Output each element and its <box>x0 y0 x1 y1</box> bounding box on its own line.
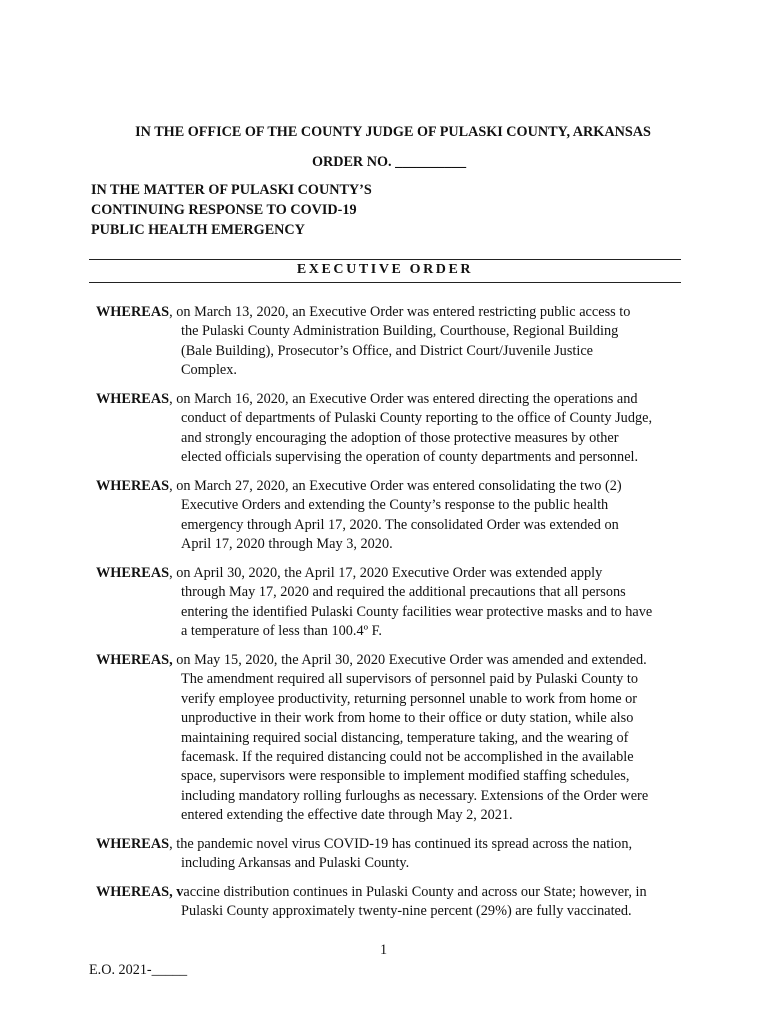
whereas-clause <box>96 883 686 922</box>
clause-line: (Bale Building), Prosecutor’s Office, and District Court/Juvenile Justice <box>181 342 594 359</box>
clause-line: The amendment required all supervisors of personnel paid by Pulaski County to <box>181 671 639 688</box>
clause-line: April 17, 2020 through May 3, 2020. <box>181 536 393 553</box>
clause-line: including Arkansas and Pulaski County. <box>181 855 410 872</box>
whereas-clause <box>96 835 686 874</box>
footer-order-ref: E.O. 2021-_____ <box>89 962 188 978</box>
whereas-clause <box>96 651 686 826</box>
clause-text: , on March 13, 2020, an Executive Order was entered restricting public access to <box>169 304 631 320</box>
whereas-label: WHEREAS, v <box>96 884 184 900</box>
matter-line: PUBLIC HEALTH EMERGENCY <box>91 222 305 238</box>
whereas-clause <box>96 564 686 642</box>
clause-line: verify employee productivity, returning personnel unable to work from home or <box>181 690 638 707</box>
whereas-clause <box>96 390 686 468</box>
clause-line: a temperature of less than 100.4º F. <box>181 623 383 640</box>
clause-text: , on March 16, 2020, an Executive Order was entered directing the operations and <box>169 391 638 407</box>
clause-line: unproductive in their work from home to their office or duty station, while also <box>181 710 634 727</box>
whereas-label: WHEREAS, <box>96 652 173 668</box>
matter-line: CONTINUING RESPONSE TO COVID-19 <box>91 202 357 218</box>
court-office-heading: IN THE OFFICE OF THE COUNTY JUDGE OF PULASKI COUNTY, ARKANSAS <box>135 124 651 140</box>
matter-caption <box>91 180 372 240</box>
title-rule-top <box>89 259 681 260</box>
clause-line: through May 17, 2020 and required the additional precautions that all persons <box>181 584 626 601</box>
clause-line: emergency through April 17, 2020. The consolidated Order was extended on <box>181 516 619 533</box>
clause-text: on May 15, 2020, the April 30, 2020 Executive Order was amended and extended. <box>172 652 647 668</box>
clause-text: , on April 30, 2020, the April 17, 2020 Executive Order was extended apply <box>169 565 603 581</box>
clause-text: , on March 27, 2020, an Executive Order was entered consolidating the two (2) <box>169 478 622 494</box>
clause-text: accine distribution continues in Pulaski County and across our State; however, in <box>183 884 647 900</box>
clause-line: conduct of departments of Pulaski County reporting to the office of County Judge, <box>181 410 653 427</box>
clause-line: and strongly encouraging the adoption of those protective measures by other <box>181 429 619 446</box>
document-title: EXECUTIVE ORDER <box>296 262 474 277</box>
order-number: ORDER NO. __________ <box>311 154 467 170</box>
whereas-clause <box>96 477 686 555</box>
clause-line: Executive Orders and extending the County’s response to the public health <box>181 497 609 514</box>
title-rule-bottom <box>89 282 681 283</box>
clause-line: entering the identified Pulaski County facilities wear protective masks and to have <box>181 603 653 620</box>
whereas-label: WHEREAS <box>96 565 170 581</box>
whereas-label: WHEREAS <box>96 836 170 852</box>
matter-line: IN THE MATTER OF PULASKI COUNTY’S <box>91 182 372 198</box>
clause-line: elected officials supervising the operation of county departments and personnel. <box>181 449 639 466</box>
clause-line: maintaining required social distancing, temperature taking, and the wearing of <box>181 729 629 746</box>
clause-line: space, supervisors were responsible to implement modified staffing schedules, <box>181 768 630 785</box>
clause-line: Complex. <box>181 362 237 379</box>
whereas-label: WHEREAS <box>96 478 170 494</box>
clause-line: Pulaski County approximately twenty-nine percent (29%) are fully vaccinated. <box>181 903 632 920</box>
page-number: 1 <box>380 942 388 958</box>
clause-line: facemask. If the required distancing could not be accomplished in the available <box>181 749 634 766</box>
clause-text: , the pandemic novel virus COVID-19 has continued its spread across the nation, <box>169 836 633 852</box>
whereas-label: WHEREAS <box>96 391 170 407</box>
clause-line: entered extending the effective date through May 2, 2021. <box>181 807 513 824</box>
whereas-label: WHEREAS <box>96 304 170 320</box>
clause-line: including mandatory rolling furloughs as necessary. Extensions of the Order were <box>181 787 649 804</box>
clause-line: the Pulaski County Administration Building, Courthouse, Regional Building <box>181 323 619 340</box>
whereas-clause <box>96 303 686 381</box>
